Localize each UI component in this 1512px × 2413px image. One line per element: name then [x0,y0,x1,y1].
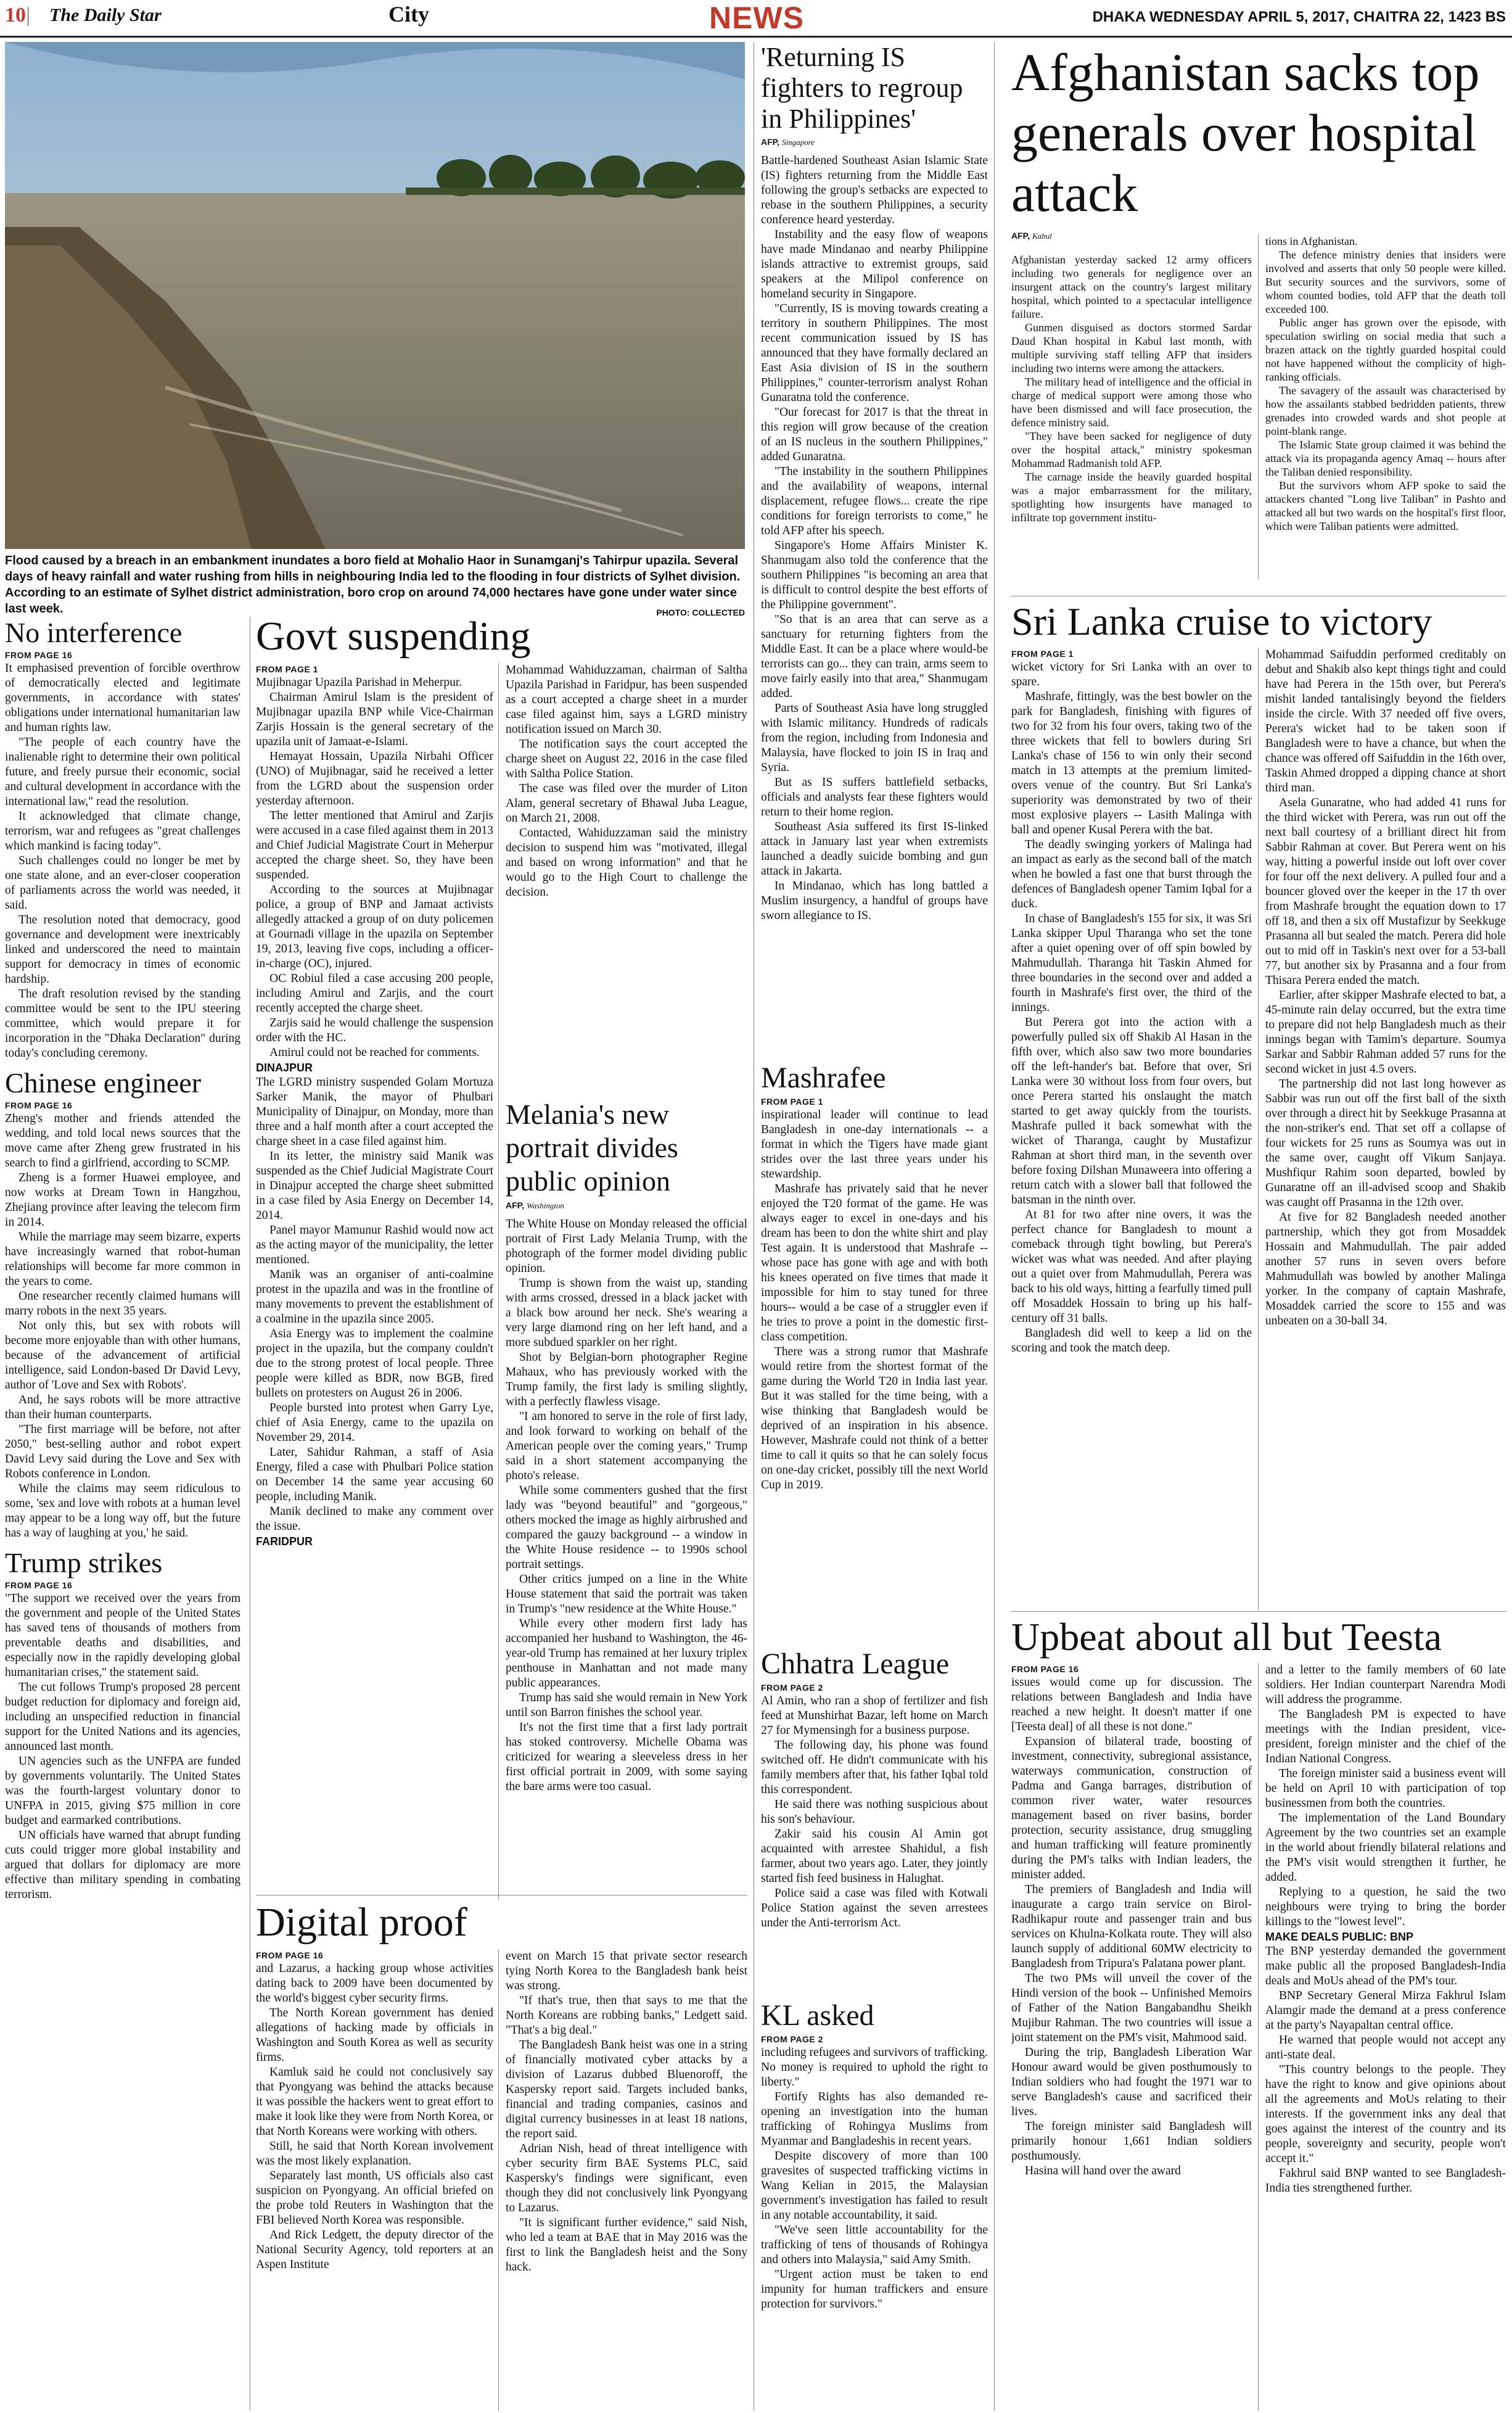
upbeat-col1: FROM PAGE 16 issues would come up for discussion. The relations between Bangladesh and India have reached a new height. It doesn't matter if one [Teesta deal] of all these is not done." Expansion of bilateral trade, boosting of investment, connectivity, subregional assistance, waterways communication, construction of Padma and Ganga barrages, distribution of common river water, water resources management based on river basins, border protection, security assistance, drug smuggling and human trafficking will feature prominently during the PM's talks with Indian leaders, the minister added. The premiers of Bangladesh and India will inaugurate a cargo train service on Birol-Radhikapur route and passenger train and bus services on Khulna-Kolkata route. They will also launch supply of additional 60MW electricity to Bangladesh from Tripura's Palatana power plant. The two PMs will unveil the cover of the Hindi version of the book -- Unfinished Memoirs of Father of the Nation Bangabandhu Sheikh Mujibur Rahman. The two countries will issue a joint statement on the PM's visit, Mahmood said. During the trip, Bangladesh Liberation War Honour award would be given posthumously to Indian soldiers who had fought the 1971 war to serve Bangladesh's cause and sacrificed their lives. The foreign minister said Bangladesh will primarily honour 1,661 Indian soldiers posthumously. Hasina will hand over the award [1011,1664,1252,2177]
headline-upbeat: Upbeat about all but Teesta [1011,1615,1442,1659]
sri-lanka-col1: FROM PAGE 1 wicket victory for Sri Lanka with an over to spare. Mashrafe, fittingly, was the best bowler on the park for Bangladesh, finishing with figures of two for 32 from his four overs, taking two of the three wickets that fell to bowlers during Sri Lanka's chase of 156 to win only their second match in 13 attempts at the premium limited-overs venue of the country. But Sri Lanka's superiority was demonstrated by two of their most explosive players -- Lasith Malinga with ball and opener Kusal Perera with the bat. The deadly swinging yorkers of Malinga had an impact as early as the second ball of the match when he bowled a fast one that burst through the defences of Bangladesh opener Tamim Iqbal for a duck. In chase of Bangladesh's 155 for six, it was Sri Lanka skipper Upul Tharanga who set the tone after a quiet opening over of off spin bowled by Mahmudullah. Tharanga hit Taskin Ahmed for three boundaries in the second over and added a fourth in Mashrafe's first over, the third of the innings. But Perera got into the action with a powerfully pulled six off Shakib Al Hasan in the fifth over, which also saw two more boundaries off the left-hander's bat. Before that over, Sri Lanka were 30 without loss from four overs, but once Perera started his onslaught the match started to get away quickly from the tourists. Mashrafe pulled it back somewhat with the wicket of Tharanga, caught by Mustafizur Rahman at short third man, in the seventh over before foxing Dilshan Munaweera into offering a return catch with a slower ball that followed the batsman in the ninth over. At 81 for two after nine overs, it was the perfect chance for Bangladesh to mount a comeback through tight bowling, but Perera's wicket was what was needed. And after playing out a quiet over from Mahmudullah, Perera was back to his old ways, hitting a fearfully timed pull off Mosaddek Hossain to bring up his half-century off 31 balls. Bangladesh did well to keep a lid on the scoring and took the match deep. [1011,649,1252,1355]
govt-suspending-header [256,614,746,659]
paper-name: The Daily Star [49,5,162,25]
dateline: DHAKA WEDNESDAY APRIL 5, 2017, CHAITRA 22, 1423 BS [1092,9,1506,25]
section-city: City [388,2,429,27]
headline-returning-is: 'Returning IS fighters to regroup in Philippines' [761,42,963,134]
headline-chinese-engineer: Chinese engineer [5,1067,202,1099]
from-page: FROM PAGE 16 [256,1950,324,1960]
from-page: FROM PAGE 16 [5,1100,73,1110]
afghanistan-col2: tions in Afghanistan. The defence ministry denies that insiders were involved and asserts that only 50 people were killed. But security sources and the survivors, some of whom counted bodies, told AFP that the death toll exceeded 100. Public anger has grown over the episode, with speculation swirling on social media that such a brazen attack on the tightly guarded hospital could not have happened without the complicity of high-ranking officials. The savagery of the assault was characterised by how the assailants stabbed bedridden patients, threw grenades into crowded wards and shot people at point-blank range. The Islamic State group claimed it was behind the attack via its propaganda agency Amaq -- hours after the Taliban denied responsibility. But the survivors whom AFP spoke to said the attackers chanted "Long live Taliban" in Pashto and attacked all but two wards on the hospital's first floor, which were Taliban patients were admitted. [1265,235,1506,532]
headline-chhatra-league: Chhatra League [761,1648,950,1680]
article-chinese-engineer: Zheng's mother and friends attended the wedding, and told local news sources that the move came after Zheng grew frustrated in his search to find a girlfriend, according to SCMP. Zheng is a former Huawei employee, and now works at Dream Town in Hangzhou, Zhejiang province after leaving the telecom firm in 2014. While the marriage may seem bizarre, experts have increasingly warned that robot-human relationships will become far more common in the years to come. One researcher recently claimed humans will marry robots in the next 35 years. Not only this, but sex with robots will become more enjoyable than with other humans, because of the advancement of artificial intelligence, said London-based Dr David Levy, author of 'Love and Sex with Robots'. And, he says robots will be more attractive than their human counterparts. "The first marriage will be before, not after 2050," best-selling author and robot expert David Levy said during the Love and Sex with Robots conference in London. While the claims may seem ridiculous to some, 'sex and love with robots at a human level may appear to be a long way off, but the future has a way of laughing at you,' he said. [5,1112,240,1540]
article-kl-asked: KL asked FROM PAGE 2 including refugees and survivors of trafficking. No money is required to uphold the right to liberty." Fortify Rights has also demanded re-opening an investigation into the human trafficking of Rohingya Muslims from Myanmar and Bangladeshis in recent years. Despite discovery of more than 100 gravesites of suspected trafficking victims in Wang Kelian in 2015, the Malaysian government's investigation has failed to result in any notable accountability, it said. "We've seen little accountability for the trafficking of tens of thousands of Rohingya and others into Malaysia," said Amy Smith. "Urgent action must be taken to end impunity for human traffickers and ensure protection for survivors." [761,1999,988,2311]
headline-digital-proof: Digital proof [256,1900,467,1945]
headline-trump-strikes: Trump strikes [5,1547,163,1578]
afghanistan-header [1011,42,1505,247]
digital-proof-col2: event on March 15 that private sector research tying North Korea to the Bangladesh bank heist was strong. "If that's true, then that says to me that the North Koreans are robbing banks," Ledgett said. "That's a big deal." The Bangladesh Bank heist was one in a string of financially motivated cyber attacks by a division of Lazarus dubbed Bluenoroff, the Kaspersky report said. Targets included banks, financial and trading companies, casinos and digital currency businesses in at least 18 nations, the report said. Adrian Nish, head of threat intelligence with cyber security firm BAE Systems PLC, said Kaspersky's findings were significant, even though they did not conclusively link Pyongyang to Lazarus. "It is significant further evidence," said Nish, who led a team at BAE that in May 2016 was the first to link the Bangladesh heist and the Sony hack. [506,1950,747,2274]
from-page: FROM PAGE 16 [5,1580,73,1590]
headline-melania: Melania's new portrait divides public opinion [506,1099,678,1197]
article-mashrafee: Mashrafee FROM PAGE 1 inspirational leader will continue to lead Bangladesh in one-day internationals -- a format in which the Tigers have made giant strides over the last three years under his stewardship. Mashrafe has privately said that he never enjoyed the T20 format of the game. He was always eager to excel in one-days and his dream has been to don the white shirt and play Test again. It is understood that Mashrafe -- whose pace has gone with age and with both his knees operated on five times that made it impossible for him to stay tuned for three hours-- would a be case of a struggler even if he tries to prove a point in the domestic first-class competition. There was a strong rumor that Mashrafe would retire from the shortest format of the game during the World T20 in India last year. But it was stalled for the time being, with a wise thinking that Bangladesh would be deprived of an inspiration in his absence. However, Mashrafe could not think of a better time to call it quits so that he can solely focus on one-day cricket, possibly till the next World Cup in 2019. [761,1062,988,1491]
upbeat-header [1011,1615,1505,1659]
from-page: FROM PAGE 1 [256,664,318,674]
column-left [5,617,240,2411]
headline-govt-suspending: Govt suspending [256,614,531,659]
byline: AFP, Singapore [761,137,815,147]
article-trump-strikes: "The support we received over the years from the government and people of the United States has saved tens of thousands of mothers from preventable deaths and disabilities, and especially now in the rapidly developing global humanitarian crises," the statement said. The cut follows Trump's proposed 28 percent budget reduction for diplomacy and foreign aid, including an unspecified reduction in financial support for the United Nations and its agencies, announced last month. UN agencies such as the UNFPA are funded by governments voluntarily. The United States was the fourth-largest voluntary donor to UNFPA in 2015, giving $75 million in core budget and earmarked contributions. UN officials have warned that abrupt funding cuts could trigger more global instability and argued that dollars for diplomacy are more effective than military spending in combating terrorism. [5,1592,240,1901]
from-page: FROM PAGE 1 [1011,649,1074,659]
from-page: FROM PAGE 2 [761,1683,823,1693]
headline-kl-asked: KL asked [761,1999,874,2032]
headline-sri-lanka: Sri Lanka cruise to victory [1011,600,1432,643]
article-no-interference: It emphasised prevention of forcible overthrow of democratically elected and legitimate governments, in accordance with states' obligations under international humanitarian law and human rights law. "The people of each country have the inalienable right to determine their own political future, and freely pursue their economic, social and cultural development in accordance with the international law," read the resolution. It acknowledged that climate change, terrorism, war and refugees as "great challenges which mankind is facing today". Such challenges could no longer be met by one state alone, and an ever-closer cooperation of parliaments across the world was needed, it said. The resolution noted that democracy, good governance and development were inextricably linked and underscored the need to maintain support for democracy in times of economic hardship. The draft resolution revised by the standing committee would be sent to the IPU steering committee, which would prepare it for incorporation in the "Dhaka Declaration" during today's concluding ceremony. [5,662,240,1060]
article-chhatra-league: Chhatra League FROM PAGE 2 Al Amin, who ran a shop of fertilizer and fish feed at Munshirhat Bazar, left home on March 27 for Mymensingh for a business purpose. The following day, his phone was found switched off. He didn't communicate with his family members after that, his father Iqbal told this correspondent. He said there was nothing suspicious about his son's behaviour. Zakir said his cousin Al Amin got acquainted with arrestee Shahidul, a fish farmer, about two years ago. Later, they jointly started fish feed business in Halughat. Police said a case was filed with Kotwali Police Station against the seven arrestees under the Anti-terrorism Act. [761,1648,988,1929]
from-page: FROM PAGE 1 [761,1097,823,1107]
sri-lanka-col2: Mohammad Saifuddin performed creditably on debut and Shakib also kept things tight and could have had Perera in the 15th over, but Perera's mishit landed tantalisingly beyond the fielders inside the circle. With 37 needed off five overs, Perera's wicket had to be taken soon if Bangladesh were to have a chance, but when the chance was offered off Saifuddin in the 16th over, Taskin Ahmed dropped a dipping chance at short third man. Asela Gunaratne, who had added 41 runs for the third wicket with Perera, was run out off the next ball courtesy of a brilliant direct hit from Sabbir Rahman at cover. But Perera went on his way, hitting a powerful inside out loft over cover for four off the next delivery. A pulled four and a bouncer gloved over the keeper in the 17 th over from Mashrafe brought the equation down to 17 off 18, and then a six off Mustafizur by Seekkuge Prasanna all but sealed the match. Perera did hole out to mid off in Taskin's next over for a 53-ball 77, but another six by Prasanna and a four from Thisara Perera ended the match. Earlier, after skipper Mashrafe elected to bat, a 45-minute rain delay occurred, but the extra time to prepare did not help Bangladesh much as their innings began with Tamim's departure. Soumya Sarkar and Sabbir Rahman added 57 runs for the second wicket in just 4.5 overs. The partnership did not last long however as Sabbir was run out off the first ball of the sixth over through a direct hit by Seekkuge Prasanna at the non-striker's end. That set off a collapse of four wickets for 25 runs as Soumya was out in the same over, caught off Vikum Sanjaya. Mushfiqur Rahim soon departed, bowled by Gunaratne off an ill-advised scoop and Shakib was caught off Prasanna in the 12th over. At five for 82 Bangladesh needed another partnership, which they got from Mosaddek Hossain and Mahmudullah. The pair added another 57 runs in seven overs before Mahmudullah was bowled by another Malinga yorker. In the company of captain Mashrafe, Mosaddek carried the score to 155 and was unbeaten on a 30-ball 34. [1265,648,1506,1327]
article-melania: Melania's new portrait divides public opinion AFP, Washington The White House on Monday released the official portrait of First Lady Melania Trump, with the photograph of the former model dividing public opinion. Trump is shown from the waist up, standing with arms crossed, dressed in a black jacket with a black bow around her neck. She's wearing a very large diamond ring on her left hand, and a more subdued sparkler on her right. Shot by Belgian-born photographer Regine Mahaux, who has previously worked with the Trump family, the first lady is smiling slightly, with a perfectly flawless visage. "I am honored to serve in the role of first lady, and look forward to working on behalf of the American people over the coming years," Trump said in a short statement accompanying the photo's release. While some commenters gushed that the first lady was "beyond beautiful" and "gorgeous," others mocked the image as highly airbrushed and compared the gauzy background -- a window in the White House residence -- to 1990s school portrait settings. Other critics jumped on a line in the White House statement that said the portrait was taken in Trump's "new residence at the White House." While every other modern first lady has accompanied her husband to Washington, the 46-year-old Trump has remained at her luxury triplex penthouse in Manhattan and not made many public appearances. Trump has said she would remain in New York until son Barron finishes the school year. It's not the first time that a first lady portrait has stoked controversy. Michelle Obama was criticized for wearing a sleeveless dress in her first official portrait in 2009, with some saying the bare arms were too casual. [506,1099,747,1793]
sri-lanka-header [1011,600,1505,644]
photo-caption: Flood caused by a breach in an embankment inundates a boro field at Mohalio Haor in Sunamganj's Tahirpur upazila. Several days of heavy rainfall and water rushing from hills in neighbouring India led to the flooding in four districts of Sylhet division. According to an estimate of Sylhet district administration, boro crop on around 74,000 hectares have gone under water since last week. PHOTO: COLLECTED [5,553,745,621]
from-page: FROM PAGE 16 [1011,1664,1079,1674]
masthead [0,0,1512,35]
from-page: FROM PAGE 2 [761,2034,823,2044]
article-returning-is: 'Returning IS fighters to regroup in Philippines' AFP, Singapore Battle-hardened Southeast Asian Islamic State (IS) fighters returning from the Middle East following the group's setbacks are expected to rebase in the southern Philippines, a security conference heard yesterday. Instability and the easy flow of weapons have made Mindanao and nearby Philippine islands attractive to extremist groups, said speakers at the Milipol conference on homeland security in Singapore. "Currently, IS is moving towards creating a territory in southern Philippines. The most recent communication issued by IS has announced that they have formally declared an East Asia division of IS in the southern Philippines," counter-terrorism analyst Rohan Gunaratna told the conference. "Our forecast for 2017 is that the threat in this region will grow because of the creation of an IS nucleus in the southern Philippines," added Gunaratna. "The instability in the southern Philippines and the availability of weapons, internal displacement, refugee flows... create the ripe conditions for foreign terrorists to come," he told AFP after his speech. Singapore's Home Affairs Minister K. Shanmugam also told the conference that the southern Philippines "is becoming an area that is difficult to control despite the best efforts of the Philippine government". "So that is an area that can serve as a sanctuary for returning fighters from the Middle East. It can be a place where would-be terrorists can go... they can train, arms seem to move fairly easily into that area," Shanmugam added. Parts of Southeast Asia have long struggled with Islamic militancy. Hundreds of radicals from the region, including from Indonesia and Malaysia, have flocked to join IS in Iraq and Syria. But as IS suffers battlefield setbacks, officials and analysts fear these fighters would return to their home region. Southeast Asia suffered its first IS-linked attack in January last year when extremists launched a deadly suicide bombing and gun attack in Jakarta. In Mindanao, which has long battled a Muslim insurgency, a handful of groups have sworn allegiance to IS. [761,42,988,922]
headline-no-interference: No interference [5,617,183,648]
headline-afghanistan: Afghanistan sacks top generals over hospital attack [1011,43,1480,223]
section-news: NEWS [709,1,804,35]
header-rule [0,36,1512,38]
upbeat-col2: and a letter to the family members of 60 late soldiers. Her Indian counterpart Narendra Modi will address the programme. The Bangladesh PM is expected to have meetings with the Indian president, vice-president, foreign minister and the chief of the Indian National Congress. The foreign minister said a business event will be held on April 10 with participation of top businessmen from both the countries. The implementation of the Land Boundary Agreement by the two countries set an example in the world about friendly bilateral relations and the PM's visit would strengthen it further, he added. Replying to a question, he said the two neighbours were trying to bring the border killings to the "lowest level". MAKE DEALS PUBLIC: BNP The BNP yesterday demanded the government make public all the proposed Bangladesh-India deals and MoUs ahead of the PM's tour. BNP Secretary General Mirza Fakhrul Islam Alamgir made the demand at a press conference at the party's Nayapaltan central office. He warned that people would not accept any anti-state deal. "This country belongs to the people. They have the right to know and give opinions about all the agreements and MoUs relating to their interests. If the government inks any deal that goes against the interest of the country and its people, sovereignty and security, people won't accept it." Fakhrul said BNP wanted to see Bangladesh-India ties strengthened further. [1265,1664,1506,2195]
flood-photo [5,42,745,549]
digital-proof-col1: FROM PAGE 16 and Lazarus, a hacking group whose activities dating back to 2009 have been documented by the world's biggest cyber security firms. The North Korean government has denied allegations of hacking made by officials in Washington and South Korea as well as security firms. Kamluk said he could not conclusively say that Pyongyang was behind the attacks because it was possible the hackers went to great effort to make it look like they were from North Korea, or that North Koreans were working with others. Still, he said that North Korean involvement was the most likely explanation. Separately last month, US officials also cast suspicion on Pyongyang. An official briefed on the probe told Reuters in Washington that the FBI believed North Korea was responsible. And Rick Ledgett, the deputy director of the National Security Agency, told reporters at an Aspen Institute [256,1950,493,2271]
headline-mashrafee: Mashrafee [761,1062,886,1094]
digital-proof-header [256,1900,746,1945]
photo-credit: PHOTO: COLLECTED [656,608,745,617]
afghanistan-col1: Afghanistan yesterday sacked 12 army officers including two generals for negligence over an insurgent attack on the country's largest military hospital, which pointed to a spectacular intelligence failure. Gunmen disguised as doctors stormed Sardar Daud Khan hospital in Kabul last month, with multiple surviving staff telling AFP that insiders including two interns were among the attackers. The military head of intelligence and the official in charge of medical support were among those who have been dismissed and will face prosecution, the defence ministry said. "They have been sacked for negligence of duty over the hospital attack," ministry spokesman Mohammad Radmanish told AFP. The carnage inside the heavily guarded hospital was a major embarrassment for the military, spotlighting how insurgents have managed to infiltrate top government institu- [1011,254,1252,524]
page-number: 10| [5,4,31,27]
subhead-bnp: MAKE DEALS PUBLIC: BNP [1265,1931,1414,1943]
from-page: FROM PAGE 16 [5,650,73,660]
govt-suspending-col1: FROM PAGE 1 Mujibnagar Upazila Parishad in Meherpur. Chairman Amirul Islam is the president of Mujibnagar upazila BNP while Vice-Chairman Zarjis Hossain is the general secretary of the upazila unit of Jamaat-e-Islami. Hemayat Hossain, Upazila Nirbahi Officer (UNO) of Mujibnagar, said he received a letter from the LGRD about the suspension order yesterday afternoon. The letter mentioned that Amirul and Zarjis were accused in a case filed against them in 2013 and Chief Judicial Magistrate Court in Meherpur accepted the charge sheet. So, they have been suspended. According to the sources at Mujibnagar police, a group of BNP and Jamaat activists allegedly attacked a group of on duty policemen at Gournadi village in the upazila on September 19, 2013, leaving five cops, including a officer-in-charge (OC), injured. OC Robiul filed a case accusing 200 people, including Amirul and Zarjis, and the court recently accepted the charge sheet. Zarjis said he would challenge the suspension order with the HC. Amirul could not be reached for comments. DINAJPUR The LGRD ministry suspended Golam Mortuza Sarker Manik, the mayor of Phulbari Municipality of Dinajpur, on Monday, more than three and a half month after a court accepted the charge sheet in a case filed against him. In its letter, the ministry said Manik was suspended as the Chief Judicial Magistrate Court in Dinajpur accepted the charge sheet submitted in a case filed by Asia Energy on December 14, 2014. Panel mayor Mamunur Rashid would now act as the acting mayor of the municipality, the letter mentioned. Manik was an organiser of anti-coalmine protest in the upazila and was in the frontline of many movements to prevent the establishment of a coalmine in the upazila since 2005. Asia Energy was to implement the coalmine project in the upazila, but the company couldn't due to the strong protest of local people. Three people were killed as BDR, now BGB, fired bullets on protesters on August 26 in 2006. People bursted into protest when Garry Lye, chief of Asia Energy, came to the upazila on November 29, 2014. Later, Sahidur Rahman, a staff of Asia Energy, filed a case with Phulbari Police station on December 14 the same year accusing 60 people, including Manik. Manik declined to make any comment over the issue. FARIDPUR [256,664,493,1548]
govt-suspending-col2: Mohammad Wahiduzzaman, chairman of Saltha Upazila Parishad in Faridpur, has been suspended as a court accepted a charge sheet in a murder case filed against him, says a LGRD ministry notification issued on March 30. The notification says the court accepted the charge sheet on August 22, 2016 in the case filed with Saltha Police Station. The case was filed over the murder of Liton Alam, general secretary of Bhawal Juba League, on March 21, 2008. Contacted, Wahiduzzaman said the ministry decision to suspend him was "motivated, illegal and based on wrong information" and that he would go to the High Court to challenge the decision. [506,664,747,899]
byline: AFP, Kabul [1011,231,1052,241]
byline: AFP, Washington [506,1200,564,1210]
